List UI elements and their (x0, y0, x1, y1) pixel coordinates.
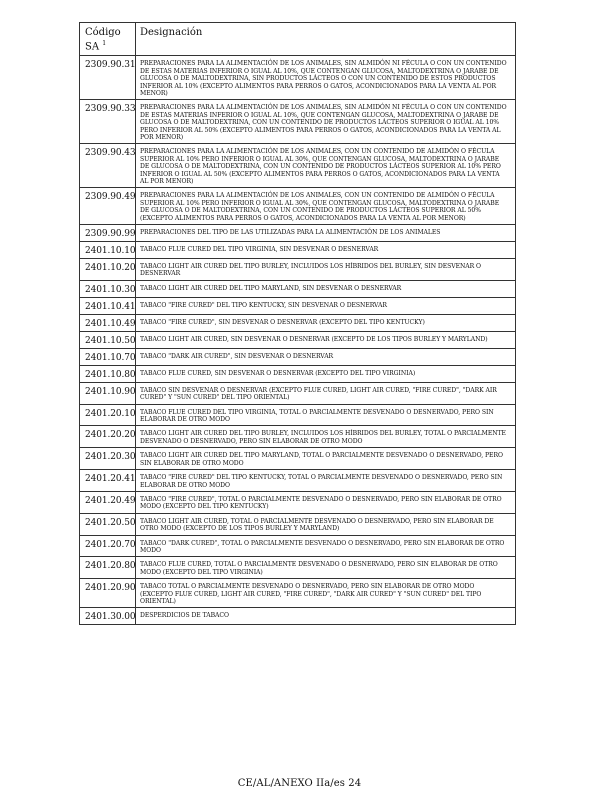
table-row (80, 188, 516, 225)
row-designation: TABACO LIGHT AIR CURED, TOTAL O PARCIALMENTE DESVENADO O DESNERVADO, PERO SIN ELABORAR DE OTRO MODO (EXCEPTO DE LOS TIPOS BURLEY Y MARYLAND) (136, 513, 516, 535)
row-designation: DESPERDICIOS DE TABACO (136, 608, 516, 625)
table-header-row (80, 23, 516, 56)
row-code: 2401.10.10 (80, 242, 136, 259)
row-code: 2401.10.90 (80, 382, 136, 404)
row-designation: TABACO LIGHT AIR CURED DEL TIPO MARYLAND, TOTAL O PARCIALMENTE DESVENADO O DESNERVADO, PERO SIN ELABORAR DE OTRO MODO (136, 448, 516, 470)
row-code: 2401.10.80 (80, 365, 136, 382)
row-code: 2401.10.41 (80, 297, 136, 314)
row-code: 2309.90.43 (80, 144, 136, 188)
table-row (80, 382, 516, 404)
row-designation: PREPARACIONES PARA LA ALIMENTACIÓN DE LOS ANIMALES, CON UN CONTENIDO DE ALMIDÓN O FÉCULA SUPERIOR AL 10% PERO INFERIOR O IGUAL AL 30%, QUE CONTENGAN GLUCOSA, MALTODEXTRINA O JARABE DE GLUCOSA O DE MALTODEXTRINA, CON UN CONTENIDO DE PRODUCTOS LÁCTEOS SUPERIOR AL 50% (EXCEPTO ALIMENTOS PARA PERROS O GATOS, ACONDICIONADOS PARA LA VENTA AL POR MENOR) (136, 188, 516, 225)
row-code: 2401.20.30 (80, 448, 136, 470)
table-row (80, 557, 516, 579)
page-footer: CE/AL/ANEXO IIa/es 24 (237, 778, 362, 789)
table-row (80, 365, 516, 382)
table-row (80, 491, 516, 513)
row-code: 2309.90.99 (80, 225, 136, 242)
table-row (80, 297, 516, 314)
row-designation: TABACO LIGHT AIR CURED DEL TIPO BURLEY, INCLUIDOS LOS HÍBRIDOS DEL BURLEY, SIN DESVENAR O DESNERVAR (136, 259, 516, 281)
footnote-marker: 1 (102, 40, 107, 47)
row-designation: TABACO FLUE CURED DEL TIPO VIRGINIA, TOTAL O PARCIALMENTE DESVENADO O DESNERVADO, PERO SIN ELABORAR DE OTRO MODO (136, 404, 516, 426)
table-row (80, 100, 516, 144)
table-row (80, 470, 516, 492)
row-designation: TABACO "FIRE CURED" DEL TIPO KENTUCKY, SIN DESVENAR O DESNERVAR (136, 297, 516, 314)
tariff-table (79, 22, 516, 625)
row-designation: TABACO LIGHT AIR CURED DEL TIPO BURLEY, INCLUIDOS LOS HÍBRIDOS DEL BURLEY, TOTAL O PARCIALMENTE DESVENADO O DESNERVADO, PERO SIN ELABORAR DE OTRO MODO (136, 426, 516, 448)
tariff-table-container (79, 22, 516, 625)
row-code: 2401.10.30 (80, 280, 136, 297)
row-designation: TABACO "FIRE CURED" DEL TIPO KENTUCKY, TOTAL O PARCIALMENTE DESVENADO O DESNERVADO, PERO SIN ELABORAR DE OTRO MODO (136, 470, 516, 492)
table-row (80, 225, 516, 242)
table-row (80, 535, 516, 557)
table-row (80, 404, 516, 426)
row-designation: TABACO LIGHT AIR CURED DEL TIPO MARYLAND, SIN DESVENAR O DESNERVAR (136, 280, 516, 297)
table-row (80, 331, 516, 348)
row-designation: TABACO FLUE CURED DEL TIPO VIRGINIA, SIN DESVENAR O DESNERVAR (136, 242, 516, 259)
row-designation: PREPARACIONES PARA LA ALIMENTACIÓN DE LOS ANIMALES, SIN ALMIDÓN NI FÉCULA O CON UN CONTENIDO DE ESTAS MATERIAS INFERIOR O IGUAL AL 10%, QUE CONTENGAN GLUCOSA, MALTODEXTRINA O JARABE DE GLUCOSA O DE MALTODEXTRINA, CON UN CONTENIDO DE PRODUCTOS LÁCTEOS SUPERIOR O IGUAL AL 10% PERO INFERIOR AL 50% (EXCEPTO ALIMENTOS PARA PERROS O GATOS, ACONDICIONADOS PARA LA VENTA AL POR MENOR) (136, 100, 516, 144)
row-code: 2401.10.20 (80, 259, 136, 281)
row-designation: PREPARACIONES PARA LA ALIMENTACIÓN DE LOS ANIMALES, CON UN CONTENIDO DE ALMIDÓN O FÉCULA SUPERIOR AL 10% PERO INFERIOR O IGUAL AL 30%, QUE CONTENGAN GLUCOSA, MALTODEXTRINA O JARABE DE GLUCOSA O DE MALTODEXTRINA, CON UN CONTENIDO DE PRODUCTOS LÁCTEOS SUPERIOR AL 10% PERO INFERIOR O IGUAL AL 50% (EXCEPTO ALIMENTOS PARA PERROS O GATOS, ACONDICIONADOS PARA LA VENTA AL POR MENOR) (136, 144, 516, 188)
row-code: 2401.20.50 (80, 513, 136, 535)
header-designation: Designación (136, 23, 516, 56)
row-code: 2401.10.70 (80, 348, 136, 365)
row-code: 2401.20.41 (80, 470, 136, 492)
row-code: 2401.20.10 (80, 404, 136, 426)
table-row (80, 608, 516, 625)
row-designation: TABACO TOTAL O PARCIALMENTE DESVENADO O DESNERVADO, PERO SIN ELABORAR DE OTRO MODO (EXCEPTO FLUE CURED, LIGHT AIR CURED, "FIRE CURED", "DARK AIR CURED" Y "SUN CURED" DEL TIPO ORIENTAL) (136, 579, 516, 608)
row-designation: TABACO FLUE CURED, TOTAL O PARCIALMENTE DESVENADO O DESNERVADO, PERO SIN ELABORAR DE OTRO MODO (EXCEPTO DEL TIPO VIRGINIA) (136, 557, 516, 579)
table-row (80, 426, 516, 448)
row-designation: TABACO FLUE CURED, SIN DESVENAR O DESNERVAR (EXCEPTO DEL TIPO VIRGINIA) (136, 365, 516, 382)
table-row (80, 280, 516, 297)
header-code (80, 23, 136, 56)
table-body (80, 56, 516, 625)
row-designation: TABACO LIGHT AIR CURED, SIN DESVENAR O DESNERVAR (EXCEPTO DE LOS TIPOS BURLEY Y MARYLAND) (136, 331, 516, 348)
row-designation: TABACO "DARK AIR CURED", SIN DESVENAR O DESNERVAR (136, 348, 516, 365)
row-code: 2401.20.90 (80, 579, 136, 608)
table-row (80, 348, 516, 365)
table-row (80, 144, 516, 188)
row-code: 2401.20.20 (80, 426, 136, 448)
row-designation: TABACO "FIRE CURED", SIN DESVENAR O DESNERVAR (EXCEPTO DEL TIPO KENTUCKY) (136, 314, 516, 331)
row-code: 2401.20.80 (80, 557, 136, 579)
row-code: 2309.90.31 (80, 56, 136, 100)
row-designation: PREPARACIONES DEL TIPO DE LAS UTILIZADAS PARA LA ALIMENTACIÓN DE LOS ANIMALES (136, 225, 516, 242)
row-code: 2401.10.50 (80, 331, 136, 348)
table-row (80, 513, 516, 535)
table-row (80, 259, 516, 281)
table-row (80, 242, 516, 259)
row-designation: TABACO SIN DESVENAR O DESNERVAR (EXCEPTO FLUE CURED, LIGHT AIR CURED, "FIRE CURED", "DARK AIR CURED" Y "SUN CURED" DEL TIPO ORIENTAL) (136, 382, 516, 404)
row-code: 2401.20.49 (80, 491, 136, 513)
header-code-label: Código SA (85, 27, 121, 53)
row-code: 2309.90.33 (80, 100, 136, 144)
table-row (80, 579, 516, 608)
table-row (80, 56, 516, 100)
row-code: 2401.10.49 (80, 314, 136, 331)
row-code: 2401.30.00 (80, 608, 136, 625)
row-designation: PREPARACIONES PARA LA ALIMENTACIÓN DE LOS ANIMALES, SIN ALMIDÓN NI FÉCULA O CON UN CONTENIDO DE ESTAS MATERIAS INFERIOR O IGUAL AL 10%, QUE CONTENGAN GLUCOSA, MALTODEXTRINA O JARABE DE GLUCOSA O DE MALTODEXTRINA, SIN PRODUCTOS LÁCTEOS O CON UN CONTENIDO DE ESTOS PRODUCTOS INFERIOR AL 10% (EXCEPTO ALIMENTOS PARA PERROS O GATOS, ACONDICIONADOS PARA LA VENTA AL POR MENOR) (136, 56, 516, 100)
row-designation: TABACO "FIRE CURED", TOTAL O PARCIALMENTE DESVENADO O DESNERVADO, PERO SIN ELABORAR DE OTRO MODO (EXCEPTO DEL TIPO KENTUCKY) (136, 491, 516, 513)
row-code: 2401.20.70 (80, 535, 136, 557)
table-row (80, 314, 516, 331)
table-row (80, 448, 516, 470)
row-code: 2309.90.49 (80, 188, 136, 225)
row-designation: TABACO "DARK CURED", TOTAL O PARCIALMENTE DESVENADO O DESNERVADO, PERO SIN ELABORAR DE OTRO MODO (136, 535, 516, 557)
